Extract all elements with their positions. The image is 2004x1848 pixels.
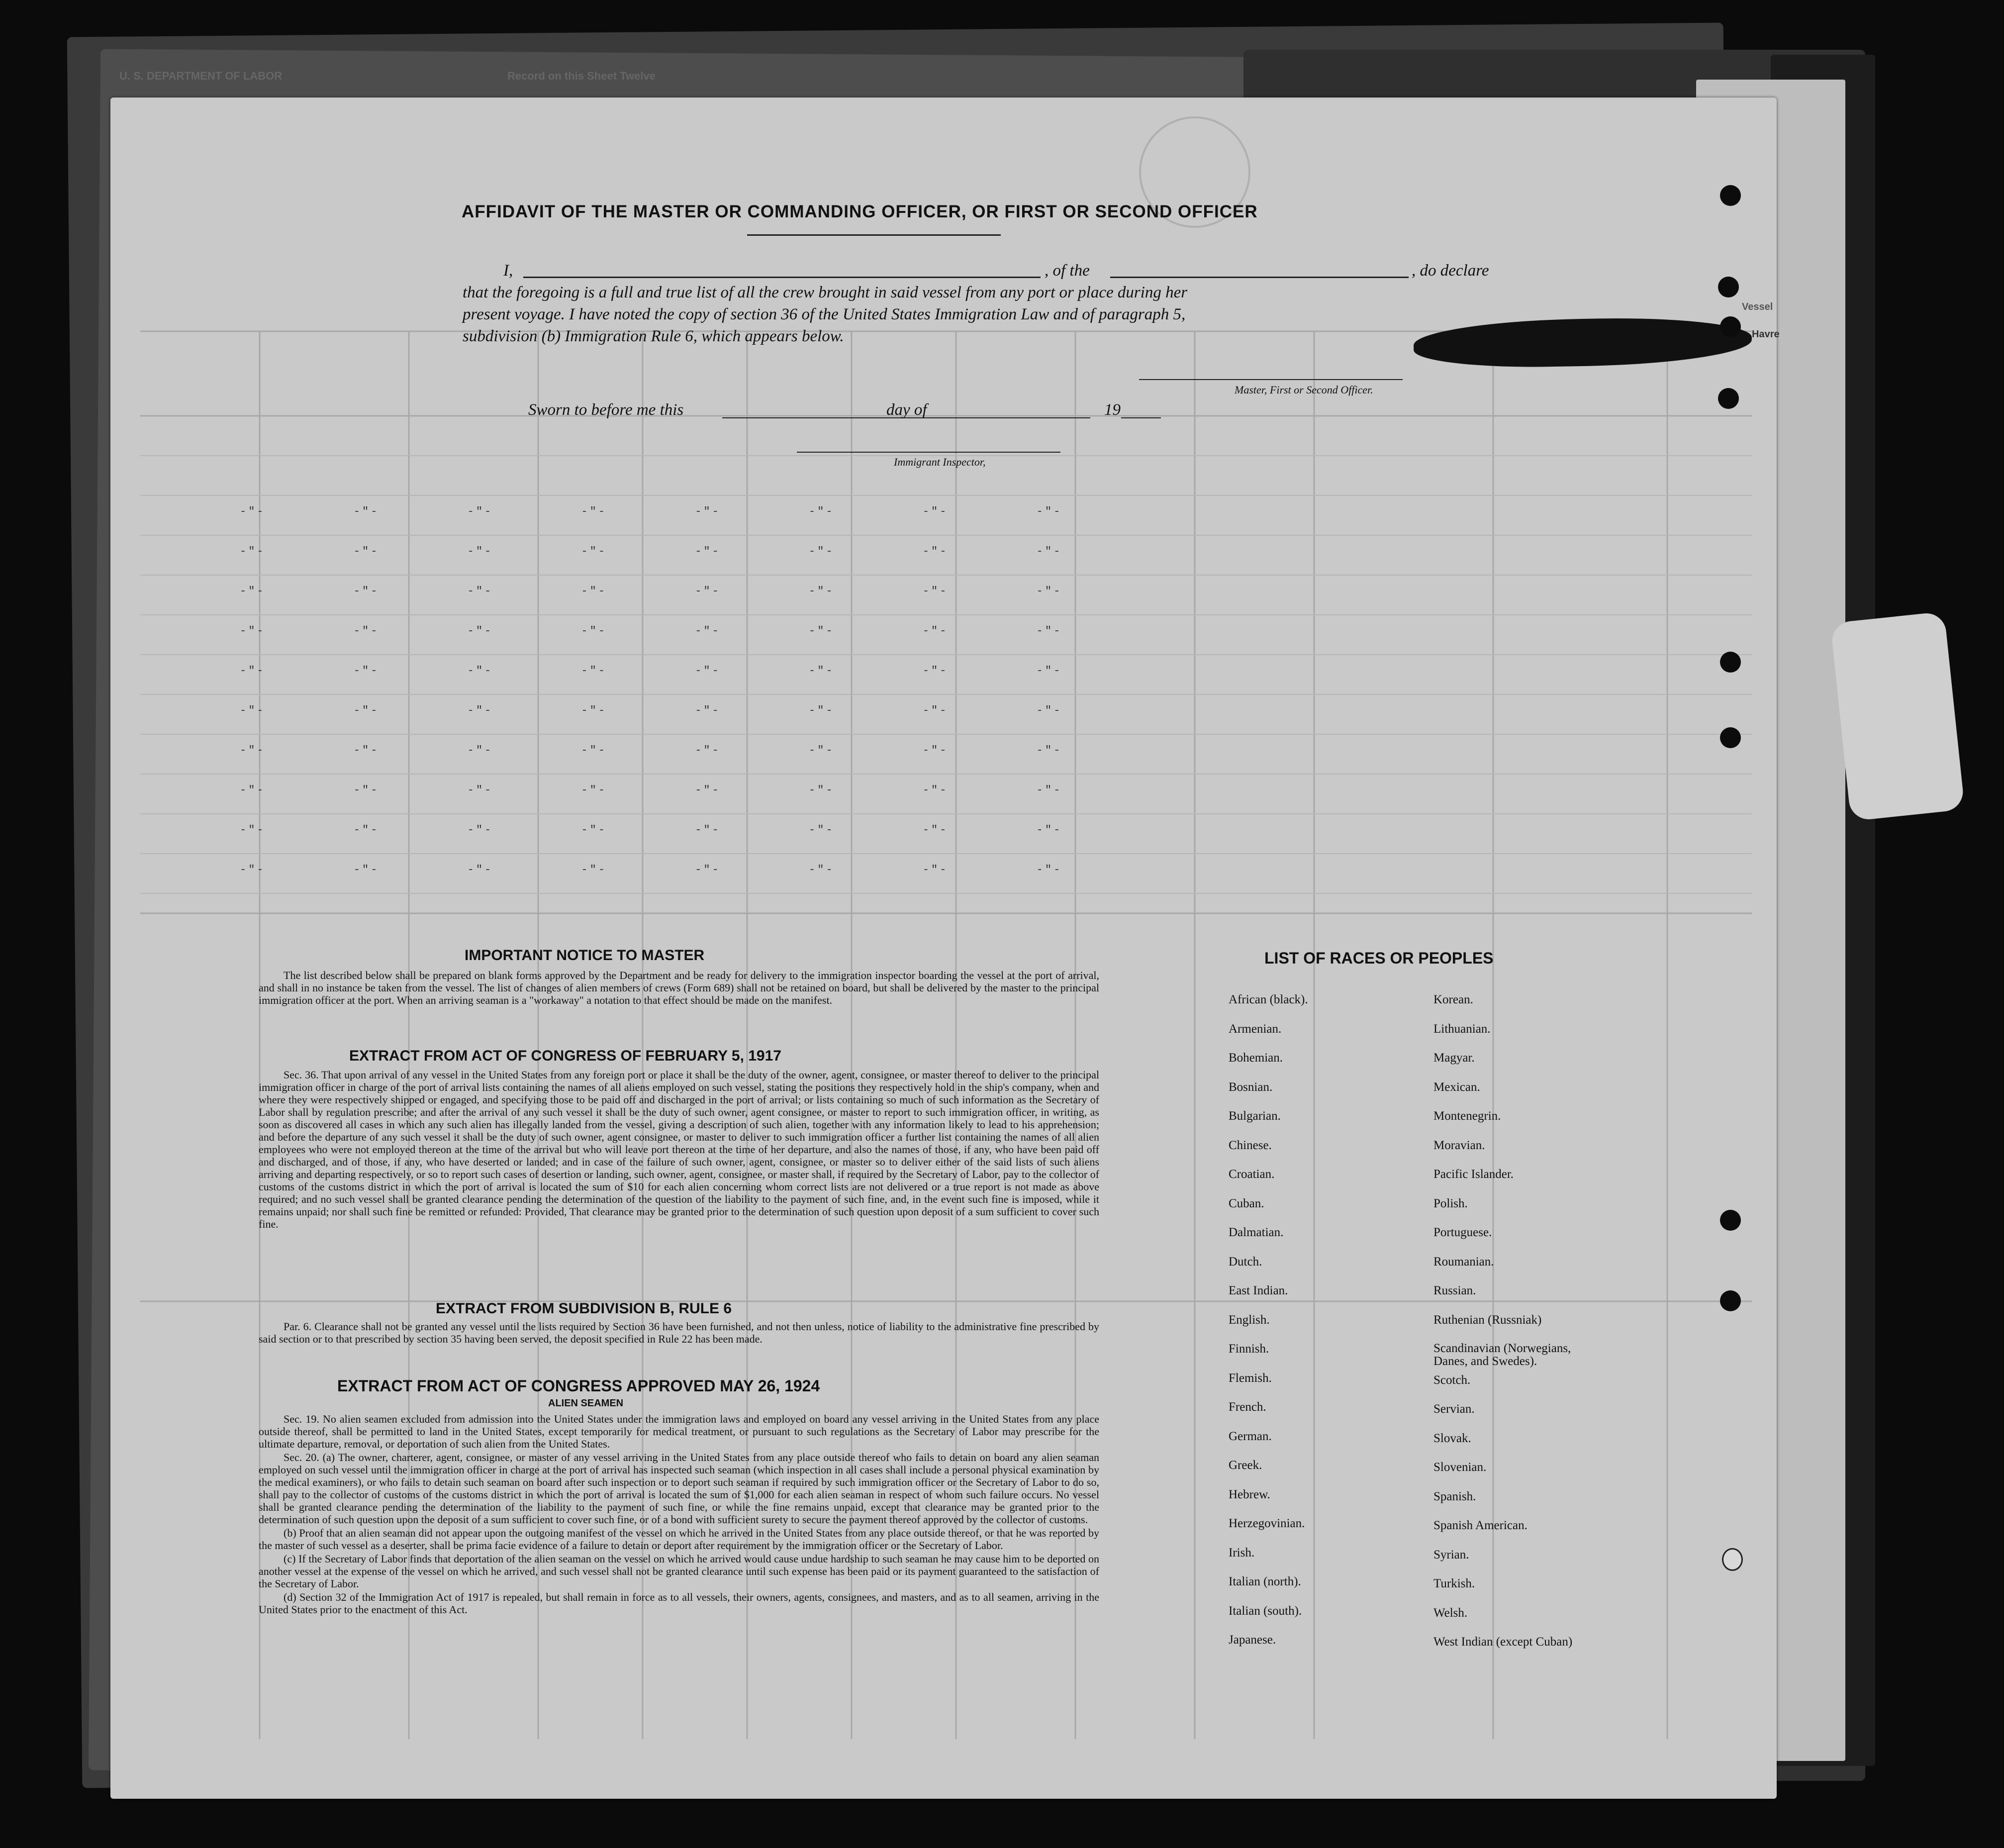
inspector-label: Immigrant Inspector, [894,456,986,468]
race-entry: Portuguese. [1433,1226,1492,1239]
sworn-text-c: 19 [1104,401,1121,419]
section-20a-paragraph: Sec. 20. (a) The owner, charterer, agent, consignee, or master of any vessel arriving in the United States from any place outside thereof who fails to detain on board any alien seaman employed on such vessel until the immigration officer in charge at the port of arrival has inspected such seaman (which inspection in all cases shall include a personal physical examination by the medical examiners), or who fails to detain such seaman on board after such inspection or to deport such seaman if required by such immigration officer or the Secretary of Labor to do so, shall pay to the collector of customs of the customs district in which the port of arrival is located the sum of $1,000 for each alien seaman in respect of whom such failure occurs. No vessel shall be granted clearance pending the determination of the liability to the payment of such fine, or while the fine remains unpaid, except that clearance may be granted prior to the determination of such question upon the deposit of a sum sufficient to cover such fine, or of a bond with sufficient surety to secure the payment thereof approved by the collector of customs. [259,1451,1099,1526]
race-entry: French. [1229,1400,1266,1414]
ditto-marks: -"- -"- -"- -"- -"- -"- -"- -"- [240,585,1062,597]
race-entry: Syrian. [1433,1548,1469,1561]
race-entry: Bohemian. [1229,1051,1283,1065]
punch-hole [1720,316,1741,337]
race-entry: Dalmatian. [1229,1226,1284,1239]
section-20c-paragraph: (c) If the Secretary of Labor finds that deportation of the alien seaman on the vessel on which he arrived would cause undue hardship to such seaman he may cause him to be deported on another vessel at the expense of the vessel on which he arrived, and such vessel shall not be granted clearance until such expense has been paid or its payment guaranteed to the satisfaction of the Secretary of Labor. [259,1553,1099,1590]
affidavit-line2: that the foregoing is a full and true list of all the crew brought in said vessel from any port or place during her [463,284,1188,301]
sworn-text-a: Sworn to before me this [528,401,684,419]
race-entry: Moravian. [1433,1138,1485,1152]
race-entry: West Indian (except Cuban) [1433,1635,1573,1649]
race-entry: Dutch. [1229,1255,1262,1268]
punch-hole [1720,1290,1741,1311]
affidavit-title: AFFIDAVIT OF THE MASTER OR COMMANDING OFFICER, OR FIRST OR SECOND OFFICER [462,202,1258,221]
races-title: LIST OF RACES OR PEOPLES [1264,949,1494,967]
ditto-marks: -"- -"- -"- -"- -"- -"- -"- -"- [240,505,1062,518]
punch-hole-reinforcement [1722,1548,1743,1571]
punch-hole [1718,388,1739,409]
race-entry: Magyar. [1433,1051,1475,1065]
race-entry: Flemish. [1229,1371,1272,1385]
ditto-marks: -"- -"- -"- -"- -"- -"- -"- -"- [240,744,1062,757]
extract-1917-text [259,1069,1099,1231]
race-entry: Welsh. [1433,1606,1468,1620]
race-entry: African (black). [1229,993,1308,1006]
ink-redaction [1413,316,1752,369]
extract-1924-text [259,1413,1099,1617]
year-blank [1121,417,1161,418]
title-rule [747,234,1001,236]
notice-title: IMPORTANT NOTICE TO MASTER [465,947,705,964]
name-blank [523,277,1041,278]
affidavit-line4: subdivision (b) Immigration Rule 6, which appears below. [463,327,844,345]
race-entry: Bosnian. [1229,1080,1273,1094]
extract-1924-title: EXTRACT FROM ACT OF CONGRESS APPROVED MAY 26, 1924 [337,1377,820,1395]
section-36-paragraph: Sec. 36. That upon arrival of any vessel in the United States from any foreign port or place it shall be the duty of the owner, agent, consignee, or master thereof to deliver to the principal immigration officer in charge of the port of arrival lists containing the names of all aliens employed on such vessel, stating the positions they respectively hold in the ship's company, when and where they were respectively shipped or engaged, and specifying those to be paid off and discharged in the port of arrival; or lists containing so much of such information as the Secretary of Labor shall by regulation prescribe; and after the arrival of any such vessel it shall be the duty of such owner, agent consignee, or master to report to such immigration officer, in writing, as soon as discovered all cases in which any such alien has illegally landed from the vessel, giving a description of such alien, together with any information likely to lead to his apprehension; and before the departure of any such vessel it shall be the duty of such owner, agent consignee, or master to deliver to such immigration officer a further list containing the names of all alien employees who were not employed thereon at the time of the arrival but who will leave port thereon at the time of her departure, and also the names of those, if any, who have been paid off and discharged, and of those, if any, who have deserted or landed; and in case of the failure of such owner, agent, consignee, or master so to deliver either of the said lists of such aliens arriving and departing respectively, or so to report such cases of desertion or landing, such owner, agent, consignee, or master shall, if required by the Secretary of Labor, pay to the collector of customs of the customs district in which the port of arrival is located the sum of $10 for each alien concerning whom correct lists are not delivered or a true report is not made as above required; and no such vessel shall be granted clearance pending the determination of the question of the liability to the payment of such fine, and, in the event such fine is imposed, while it remains unpaid; nor shall such fine be remitted or refunded: Provided, That clearance may be granted prior to the determination of such question upon deposit of a sum sufficient to cover such fine. [259,1069,1099,1230]
race-entry: Korean. [1433,993,1473,1006]
race-entry: Russian. [1433,1284,1476,1297]
signature-line [1139,379,1403,380]
extract-rule6-title: EXTRACT FROM SUBDIVISION B, RULE 6 [436,1300,732,1317]
section-19-paragraph: Sec. 19. No alien seamen excluded from admission into the United States under the immigration laws and employed on board any vessel arriving in the United States from any place outside thereof, shall be permitted to land in the United States, except temporarily for medical treatment, or pursuant to such regulations as the Secretary of Labor may prescribe for the ultimate departure, removal, or deportation of such alien from the United States. [259,1413,1099,1450]
dept-fragment: U. S. DEPARTMENT OF LABOR [119,70,283,82]
race-entry: Montenegrin. [1433,1109,1501,1123]
race-entry: Greek. [1229,1459,1262,1472]
race-entry: Hebrew. [1229,1487,1270,1501]
ditto-marks: -"- -"- -"- -"- -"- -"- -"- -"- [240,625,1062,637]
sworn-text-b: day of [886,401,927,419]
race-entry: Pacific Islander. [1433,1167,1514,1181]
race-entry: English. [1229,1313,1270,1327]
race-entry: Bulgarian. [1229,1109,1281,1123]
extract-1917-title: EXTRACT FROM ACT OF CONGRESS OF FEBRUARY 5, 1917 [349,1048,781,1064]
month-blank [941,417,1090,418]
race-entry: Slovak. [1433,1431,1471,1445]
section-20d-paragraph: (d) Section 32 of the Immigration Act of 1917 is repealed, but shall remain in force as to all vessels, their owners, agents, consignees, and masters, and as to all seamen, arriving in the United States prior to the enactment of this Act. [259,1591,1099,1616]
inspector-line [797,452,1060,453]
rule6-paragraph: Par. 6. Clearance shall not be granted any vessel until the lists required by Section 36 have been furnished, and not then unless, notice of liability to the administrative fine prescribed by said section or to that prescribed by section 35 having been served, the deposit specified in Rule 22 has been made. [259,1320,1099,1345]
paper-tag [1830,611,1965,821]
race-entry: Chinese. [1229,1138,1272,1152]
race-entry: Turkish. [1433,1577,1475,1590]
race-entry: Scandinavian (Norwegians, Danes, and Swedes). [1433,1342,1571,1368]
race-entry: Polish. [1433,1196,1468,1210]
race-entry: Mexican. [1433,1080,1480,1094]
vessel-blank [1110,277,1409,278]
vessel-fragment: Vessel [1742,301,1773,312]
affidavit-line1-c: , do declare [1412,262,1489,280]
ditto-marks: -"- -"- -"- -"- -"- -"- -"- -"- [240,824,1062,836]
race-entry: German. [1229,1429,1272,1443]
race-entry: Scotch. [1433,1373,1471,1387]
ditto-marks: -"- -"- -"- -"- -"- -"- -"- -"- [240,704,1062,717]
race-entry: Cuban. [1229,1196,1264,1210]
notice-paragraph: The list described below shall be prepared on blank forms approved by the Department and be ready for delivery to the immigration inspector boarding the vessel at the port of arrival, and shall in no instance be taken from the vessel. The list of changes of alien members of crews (Form 689) shall not be retained on board, but shall be delivered by the master to the principal immigration officer at the port. When an arriving seaman is a "workaway" a notation to that effect should be made on the manifest. [259,969,1099,1006]
race-entry: Irish. [1229,1546,1255,1559]
race-entry: Slovenian. [1433,1460,1487,1474]
race-entry: Servian. [1433,1402,1475,1416]
race-entry: Italian (south). [1229,1604,1302,1618]
race-entry: Japanese. [1229,1633,1276,1647]
extract-1924-subtitle: ALIEN SEAMEN [548,1398,624,1409]
ditto-marks: -"- -"- -"- -"- -"- -"- -"- -"- [240,864,1062,876]
race-entry: Spanish. [1433,1489,1476,1503]
affidavit-line3: present voyage. I have noted the copy of section 36 of the United States Immigration Law and of paragraph 5, [463,305,1186,323]
affidavit-line1-b: , of the [1045,262,1090,280]
race-entry: Spanish American. [1433,1519,1527,1532]
extract-rule6-text [259,1320,1099,1346]
havre-fragment: Havre [1752,329,1780,340]
race-entry: Roumanian. [1433,1255,1494,1268]
punch-hole [1720,1210,1741,1231]
race-entry: Armenian. [1229,1022,1282,1036]
signature-label: Master, First or Second Officer. [1235,384,1373,396]
race-entry: Ruthenian (Russniak) [1433,1313,1542,1327]
race-entry: East Indian. [1229,1284,1288,1297]
race-entry: Finnish. [1229,1342,1269,1356]
affidavit-line1-a: I, [503,262,513,280]
punch-hole [1720,652,1741,673]
race-entry: Herzegovinian. [1229,1517,1305,1530]
record-fragment: Record on this Sheet Twelve [507,70,656,82]
section-20b-paragraph: (b) Proof that an alien seaman did not appear upon the outgoing manifest of the vessel on which he arrived in the United States from any place outside thereof, or that he was reported by the master of such vessel as a deserter, shall be prima facie evidence of a failure to detain or deport after requirement by the immigration officer or the Secretary of Labor. [259,1527,1099,1552]
punch-hole [1720,185,1741,206]
race-entry: Lithuanian. [1433,1022,1491,1036]
notice-text [259,969,1099,1007]
ditto-marks: -"- -"- -"- -"- -"- -"- -"- -"- [240,665,1062,677]
punch-hole [1720,727,1741,748]
manifest-sheet [110,97,1780,1799]
punch-hole [1718,277,1739,297]
ditto-marks: -"- -"- -"- -"- -"- -"- -"- -"- [240,784,1062,796]
ditto-marks: -"- -"- -"- -"- -"- -"- -"- -"- [240,545,1062,558]
race-entry: Italian (north). [1229,1575,1301,1588]
race-entry: Croatian. [1229,1167,1275,1181]
